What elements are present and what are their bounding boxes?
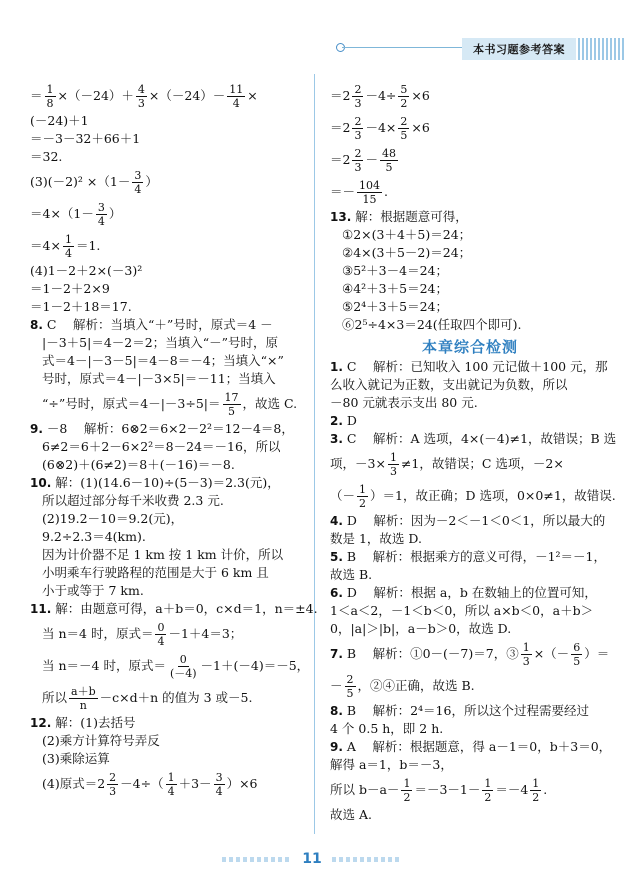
text-line: ③5²＋3－4＝24； bbox=[342, 263, 448, 278]
fraction: $\frac{2}{3}$ bbox=[354, 114, 362, 142]
text-line: ①2×(3＋4＋5)＝24； bbox=[342, 227, 472, 242]
answer-text: D bbox=[346, 413, 357, 428]
answer-3 bbox=[330, 430, 617, 448]
text-line: (－24)＋1 bbox=[30, 113, 89, 128]
fraction: $\frac{104}{15}$ bbox=[359, 178, 381, 206]
text-line: |－3＋5|＝4－2＝2；当填入“－”号时，原 bbox=[42, 335, 278, 350]
text-line: 因为计价器不足 1 km 按 1 km 计价，所以 bbox=[42, 547, 284, 562]
text-line: 故选 A. bbox=[330, 807, 372, 822]
footer-stripes-right bbox=[332, 857, 402, 862]
fraction: $\frac{2}{5}$ bbox=[346, 672, 354, 700]
answer-6 bbox=[330, 584, 610, 602]
fraction: $\frac{1}{2}$ bbox=[359, 482, 367, 510]
answer-text: 解：根据题意可得， bbox=[355, 209, 468, 224]
answer-text: C 解析：当填入“＋”号时，原式＝4 － bbox=[46, 317, 273, 332]
section-title: 本章综合检测 bbox=[421, 338, 518, 356]
text-line: ＝4×（1－ $\frac{3}{4}$ ） bbox=[30, 200, 122, 228]
answer-text: 解：(1)去括号 bbox=[55, 715, 136, 730]
page-number: 11 bbox=[302, 851, 322, 867]
fraction: $\frac{3}{4}$ bbox=[97, 200, 105, 228]
fraction: $\frac{0}{4}$ bbox=[157, 620, 165, 648]
text-line: ②4×(3＋5－2)＝24； bbox=[342, 245, 472, 260]
fraction: $\frac{1}{4}$ bbox=[64, 232, 72, 260]
footer bbox=[0, 848, 624, 870]
question-number: 7. bbox=[330, 647, 343, 661]
answer-9 bbox=[330, 738, 610, 756]
text-line: ＝2 $\frac{2}{3}$ － $\frac{48}{5}$ bbox=[330, 146, 396, 174]
text-line: (3)乘除运算 bbox=[42, 751, 110, 766]
text-line: (6⊗2)＋(6≠2)＝8＋(－16)＝－8. bbox=[42, 457, 235, 472]
text-line: 1＜a＜2，－1＜b＜0，所以 a×b＜0，a＋b＞ bbox=[330, 603, 594, 618]
fraction: $\frac{a+b}{n}$ bbox=[71, 684, 96, 712]
text-line: ＝32. bbox=[30, 149, 63, 164]
answer-text: C 解析：A 选项，4×(－4)≠1，故错误；B 选 bbox=[346, 431, 617, 446]
question-number: 5. bbox=[330, 550, 343, 564]
answer-text: A 解析：根据题意，得 a－1＝0，b＋3＝0， bbox=[346, 739, 612, 754]
text-line: ④4²＋3＋5＝24； bbox=[342, 281, 448, 296]
text-line: 0，|a|＞|b|，a－b＞0，故选 D. bbox=[330, 621, 512, 636]
text-line: 数是 1，故选 D. bbox=[330, 531, 422, 546]
question-number: 4. bbox=[330, 514, 343, 528]
answer-text: C 解析：已知收入 100 元记做＋100 元，那 bbox=[346, 359, 608, 374]
footer-stripes-left bbox=[222, 857, 292, 862]
answer-text: －8 解析：6⊗2＝6×2－2²＝12－4＝8， bbox=[46, 421, 294, 436]
text-line: (4)1－2＋2×(－3)² bbox=[30, 263, 143, 278]
answer-2 bbox=[330, 412, 610, 430]
answer-8 bbox=[330, 702, 610, 720]
column-divider bbox=[314, 74, 315, 834]
text-line: 么收入就记为正数，支出就记为负数，所以 bbox=[330, 377, 568, 392]
question-number: 12. bbox=[30, 716, 52, 730]
text-line: 所以 $\frac{a+b}{n}$ －c×d＋n 的值为 3 或－5. bbox=[42, 684, 253, 712]
fraction: $\frac{1}{4}$ bbox=[167, 770, 175, 798]
question-number: 3. bbox=[330, 432, 343, 446]
answer-5 bbox=[330, 548, 610, 566]
question-number: 11. bbox=[30, 602, 52, 616]
fraction: $\frac{5}{2}$ bbox=[400, 82, 408, 110]
fraction: $\frac{6}{5}$ bbox=[573, 640, 581, 668]
text-line: ＝－3－32＋66＋1 bbox=[30, 131, 141, 146]
fraction: $\frac{3}{4}$ bbox=[134, 168, 142, 196]
question-number: 8. bbox=[30, 318, 43, 332]
text-line: 所以 b－a－ $\frac{1}{2}$ ＝－3－1－ $\frac{1}{2}$ ＝－4 $\frac{1}{2}$ . bbox=[330, 776, 548, 804]
answer-1 bbox=[330, 358, 610, 376]
text-line: （－ $\frac{1}{2}$ ）＝1，故正确；D 选项，0×0≠1，故错误. bbox=[330, 482, 616, 510]
text-line: 小于或等于 7 km. bbox=[42, 583, 144, 598]
answer-text: 解：(1)(14.6－10)÷(5－3)＝2.3(元)， bbox=[55, 475, 280, 490]
text-line: ⑥2⁵÷4×3＝24(任取四个即可). bbox=[342, 317, 522, 332]
fraction: $\frac{1}{3}$ bbox=[522, 640, 530, 668]
text-line: 式＝4－|－3－5|＝4－8＝－4；当填入“×” bbox=[42, 353, 284, 368]
question-number: 13. bbox=[330, 210, 352, 224]
text-line: (2)19.2－10＝9.2(元)， bbox=[42, 511, 184, 526]
text-line: ＝4× $\frac{1}{4}$ ＝1. bbox=[30, 232, 101, 260]
fraction: $\frac{11}{4}$ bbox=[229, 82, 244, 110]
question-number: 2. bbox=[330, 414, 343, 428]
fraction: $\frac{1}{3}$ bbox=[389, 450, 397, 478]
text-line: 故选 B. bbox=[330, 567, 373, 582]
question-number: 9. bbox=[30, 422, 43, 436]
answer-text: B 解析：2⁴＝16，所以这个过程需要经过 bbox=[346, 703, 589, 718]
text-line: 6≠2＝6＋2－6×2²＝8－24＝－16，所以 bbox=[42, 439, 281, 454]
text-line: “÷”号时，原式＝4－|－3÷5|＝ $\frac{17}{5}$ ，故选 C. bbox=[42, 390, 298, 418]
text-line: 4 个 0.5 h，即 2 h. bbox=[330, 721, 444, 736]
answer-text: D 解析：因为－2＜－1＜0＜1，所以最大的 bbox=[346, 513, 606, 528]
text-line: ⑤2⁴＋3＋5＝24； bbox=[342, 299, 448, 314]
text-line: 项，－3× $\frac{1}{3}$ ≠1，故错误；C 选项，－2× bbox=[330, 450, 564, 478]
text-line: 当 n＝－4 时，原式＝ $\frac{0}{(-4)}$ －1＋(－4)＝－5， bbox=[42, 652, 310, 680]
text-line: 小明乘车行驶路程的范围是大于 6 km 且 bbox=[42, 565, 269, 580]
fraction: $\frac{1}{2}$ bbox=[403, 776, 411, 804]
question-number: 10. bbox=[30, 476, 52, 490]
text-line: ＝2 $\frac{2}{3}$ －4× $\frac{2}{5}$ ×6 bbox=[330, 114, 430, 142]
text-line: 解得 a＝1，b＝－3， bbox=[330, 757, 453, 772]
fraction: $\frac{2}{3}$ bbox=[354, 82, 362, 110]
text-line: 所以超过部分每千米收费 2.3 元. bbox=[42, 493, 224, 508]
answer-7 bbox=[330, 638, 610, 670]
text-line: 9.2÷2.3＝4(km). bbox=[42, 529, 146, 544]
header-line bbox=[342, 47, 462, 48]
question-number: 1. bbox=[330, 360, 343, 374]
answer-text: 解：由题意可得，a＋b＝0，c×d＝1，n＝±4. bbox=[55, 601, 318, 616]
question-number: 8. bbox=[330, 704, 343, 718]
fraction: $\frac{1}{2}$ bbox=[484, 776, 492, 804]
text-line: ＝1－2＋18＝17. bbox=[30, 299, 132, 314]
answer-4 bbox=[330, 512, 610, 530]
text-line: (3)(－2)² ×（1－ $\frac{3}{4}$ ） bbox=[30, 168, 158, 196]
fraction: $\frac{3}{4}$ bbox=[215, 770, 223, 798]
text-line: 当 n＝4 时，原式＝ $\frac{0}{4}$ －1＋4＝3； bbox=[42, 620, 243, 648]
fraction: $\frac{2}{3}$ bbox=[109, 770, 117, 798]
fraction: $\frac{2}{5}$ bbox=[400, 114, 408, 142]
text-line: (4)原式＝2 $\frac{2}{3}$ －4÷（ $\frac{1}{4}$ ＋3－ $\frac{3}{4}$ ）×6 bbox=[42, 770, 258, 798]
question-number: 6. bbox=[330, 586, 343, 600]
fraction: $\frac{2}{3}$ bbox=[354, 146, 362, 174]
text-line: 号时，原式＝4－|－3×5|＝－11；当填入 bbox=[42, 371, 276, 386]
text-line: ＝ $\frac{1}{8}$ ×（－24）＋ $\frac{4}{3}$ ×（－24）－ $\frac{11}{4}$ × bbox=[30, 82, 258, 110]
fraction: $\frac{1}{8}$ bbox=[46, 82, 54, 110]
answer-text: B 解析：根据乘方的意义可得，－1²＝－1， bbox=[346, 549, 606, 564]
fraction: $\frac{0}{(-4)}$ bbox=[169, 652, 197, 680]
answer-9 bbox=[30, 420, 300, 438]
fraction: $\frac{1}{2}$ bbox=[532, 776, 540, 804]
text-line: ＝－ $\frac{104}{15}$ . bbox=[330, 178, 388, 206]
text-line: －80 元就表示支出 80 元. bbox=[330, 395, 478, 410]
answer-13 bbox=[330, 208, 610, 226]
header-badge: 本书习题参考答案 bbox=[462, 38, 576, 60]
text-line: － $\frac{2}{5}$ ，②④正确，故选 B. bbox=[330, 672, 475, 700]
text-line: ＝2 $\frac{2}{3}$ －4÷ $\frac{5}{2}$ ×6 bbox=[330, 82, 430, 110]
header-stripes bbox=[578, 38, 624, 60]
answer-10 bbox=[30, 474, 300, 492]
answer-text: D 解析：根据 a，b 在数轴上的位置可知， bbox=[346, 585, 597, 600]
answer-8 bbox=[30, 316, 300, 334]
right-column bbox=[330, 80, 617, 824]
text-line: ＝1－2＋2×9 bbox=[30, 281, 110, 296]
answer-11 bbox=[30, 600, 318, 618]
fraction: $\frac{4}{3}$ bbox=[137, 82, 145, 110]
question-number: 9. bbox=[330, 740, 343, 754]
fraction: $\frac{48}{5}$ bbox=[381, 146, 396, 174]
answer-12 bbox=[30, 714, 300, 732]
text-line: (2)乘方计算符号弄反 bbox=[42, 733, 160, 748]
left-column bbox=[30, 80, 318, 800]
fraction: $\frac{17}{5}$ bbox=[224, 390, 239, 418]
answer-text: B 解析：①0－(－7)＝7，③ $\frac{1}{3}$ ×（－ $\frac{6}{5}$ ）＝ bbox=[346, 640, 610, 668]
